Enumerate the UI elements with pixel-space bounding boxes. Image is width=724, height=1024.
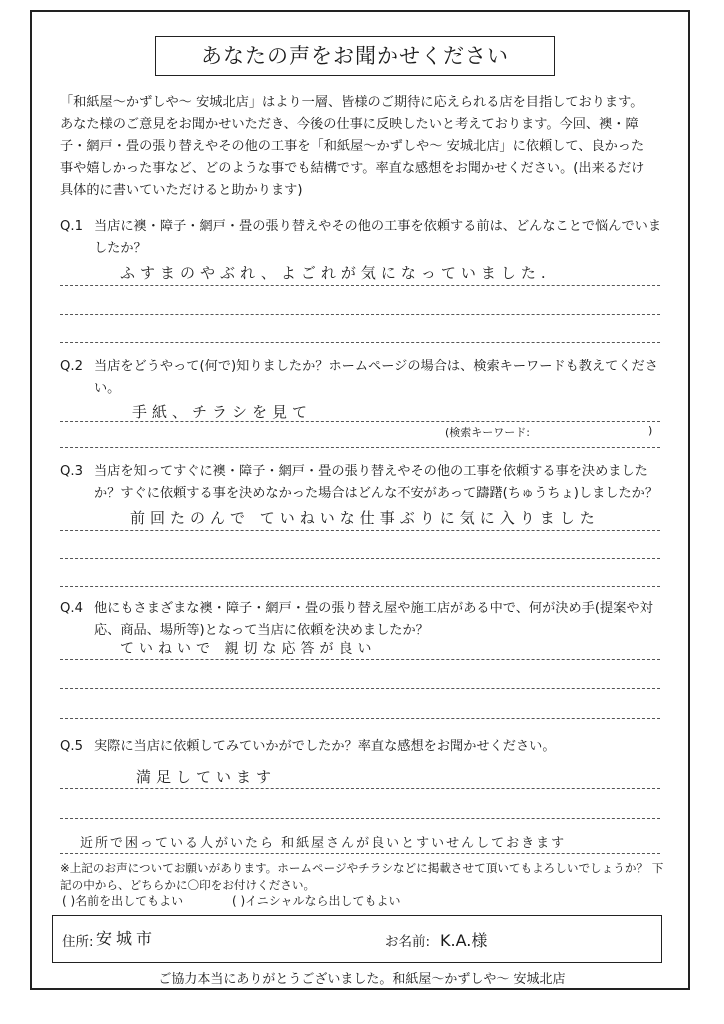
answer-line: [60, 447, 660, 448]
question-text: 実際に当店に依頼してみていかがでしたか？率直な感想をお聞かせください。: [94, 739, 556, 754]
answer-line: [60, 558, 660, 559]
answer-line: [60, 314, 660, 315]
intro-line: 「和紙屋～かずしや～ 安城北店」はより一層、皆様のご期待に応えられる店を目指しております。: [60, 95, 644, 110]
intro-line: 事や嬉しかった事など、どのような事でも結構です。率直な感想をお聞かせください。(出来るだけ: [60, 161, 645, 176]
intro-text: [60, 92, 670, 202]
publication-permission-note: [60, 860, 680, 894]
answer-line: [60, 421, 660, 422]
answer-3-handwriting: 前回たのんで ていねいな仕事ぶりに気に入りました: [130, 509, 600, 527]
question-number: Q.4: [60, 601, 83, 616]
answer-line: [60, 818, 660, 819]
question-number: Q.3: [60, 464, 83, 479]
answer-line: [60, 853, 660, 854]
name-label: お名前:: [385, 934, 431, 950]
option-name-ok[interactable]: ( )名前を出してもよい: [62, 894, 184, 908]
answer-line: [60, 285, 660, 286]
note-line: ※上記のお声についてお願いがあります。ホームページやチラシなどに掲載させて頂いてもよろしいでしょうか？ 下: [60, 861, 664, 875]
intro-line: 具体的に書いていただけると助かります): [60, 183, 303, 198]
question-text: 応、商品、場所等)となって当店に依頼を決めましたか？: [94, 623, 429, 638]
name-value: K.A.様: [440, 931, 488, 950]
answer-4-handwriting: ていねいで 親切な応答が良い: [120, 641, 377, 657]
page-title: あなたの声をお聞かせください: [155, 36, 555, 76]
question-number: Q.2: [60, 359, 83, 374]
thanks-message: ご協力本当にありがとうございました。和紙屋～かずしや～ 安城北店: [158, 972, 566, 987]
answer-line: [60, 586, 660, 587]
answer-line: [60, 718, 660, 719]
question-number: Q.1: [60, 219, 83, 234]
question-text: い。: [94, 381, 121, 396]
answer-5-handwriting: 満足しています: [136, 768, 277, 786]
question-text: したか？: [94, 241, 147, 256]
address-label: 住所:: [62, 934, 94, 950]
answer-line: [60, 788, 660, 789]
answer-5-handwriting-2: 近所で困っている人がいたら 和紙屋さんが良いとすいせんしておきます: [80, 836, 567, 851]
question-number: Q.5: [60, 739, 83, 754]
search-keyword-close: ): [648, 424, 653, 437]
intro-line: あなた様のご意見をお聞かせいただき、今後の仕事に反映したいと考えております。今回、襖・障: [60, 117, 639, 132]
note-line: 記の中から、どちらかに〇印をお付けください。: [60, 878, 316, 892]
answer-line: [60, 659, 660, 660]
question-text: 当店に襖・障子・網戸・畳の張り替えやその他の工事を依頼する前は、どんなことで悩んでいま: [94, 219, 662, 234]
answer-2-handwriting: 手紙、チラシを見て: [132, 403, 313, 421]
question-text: か？すぐに依頼する事を決めなかった場合はどんな不安があって躊躇(ちゅうちょ)しましたか？: [94, 486, 659, 501]
question-text: 他にもさまざまな襖・障子・網戸・畳の張り替え屋や施工店がある中で、何が決め手(提案や対: [94, 601, 653, 616]
intro-line: 子・網戸・畳の張り替えやその他の工事を「和紙屋～かずしや～ 安城北店」に依頼して、良かった: [60, 139, 645, 154]
answer-line: [60, 342, 660, 343]
question-text: 当店をどうやって(何で)知りましたか？ホームページの場合は、検索キーワードも教えてくださ: [94, 359, 658, 374]
answer-line: [60, 688, 660, 689]
answer-1-handwriting: ふすまのやぶれ、よごれが気になっていました.: [120, 264, 551, 282]
search-keyword-label: (検索キーワード:: [445, 426, 530, 439]
answer-line: [60, 530, 660, 531]
question-text: 当店を知ってすぐに襖・障子・網戸・畳の張り替えやその他の工事を依頼する事を決めました: [94, 464, 648, 479]
address-value: 安城市: [96, 929, 157, 948]
option-initials-ok[interactable]: ( )イニシャルなら出してもよい: [232, 894, 401, 908]
